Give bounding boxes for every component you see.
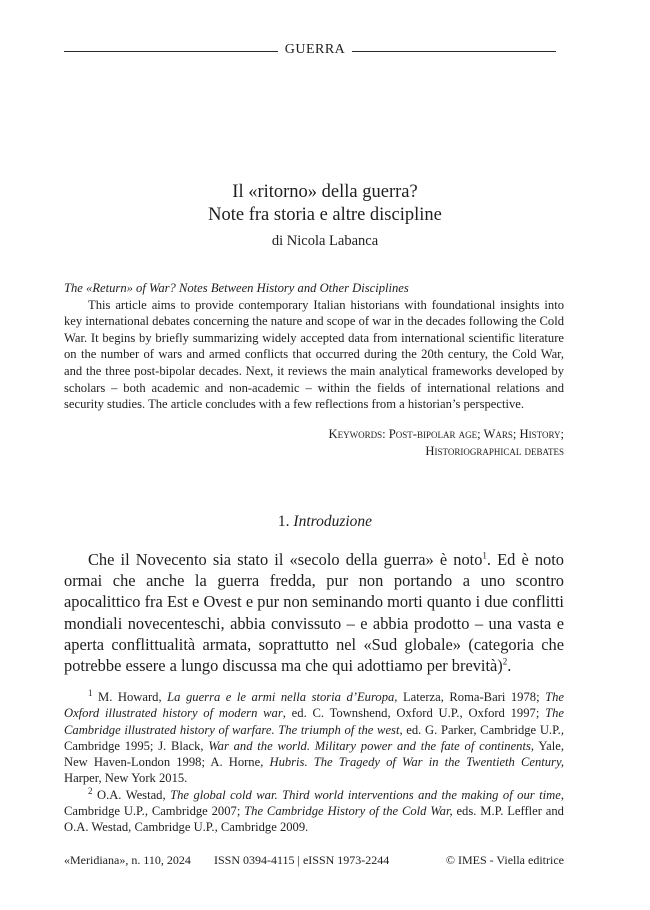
keywords-line-1: Keywords: Post-bipolar age; Wars; History;: [328, 427, 564, 441]
footnote-1-text: , Laterza, Roma-Bari 1978;: [394, 690, 546, 704]
footnote-2: [64, 787, 564, 836]
footnote-2-number: 2: [88, 785, 93, 796]
footnote-1-citation-title: La guerra e le armi nella storia d’Europa: [167, 690, 395, 704]
footnote-1-citation-title: Hubris. The Tragedy of War in the Twentieth Century,: [269, 755, 564, 770]
running-header-section: GUERRA: [284, 42, 346, 57]
abstract: [64, 280, 564, 413]
abstract-title: The «Return» of War? Notes Between History and Other Disciplines: [64, 281, 409, 295]
section-number: 1.: [277, 513, 290, 530]
header-rule-right: [352, 51, 556, 52]
footer-issn: ISSN 0394-4115 | eISSN 1973-2244: [214, 853, 390, 867]
footnote-ref-1[interactable]: 1: [482, 550, 487, 561]
footnote-2-citation-title: The global cold war. Third world interventions and the making of our time: [170, 787, 561, 802]
body-text-part-1: Che il Novecento sia stato il «secolo della guerra» è noto: [88, 550, 483, 569]
footnote-1-text: , Yale, New Haven-London 1998; A. Horne,: [64, 738, 564, 770]
footnote-2-text: eds. M.P. Leffler and O.A. Westad, Cambridge U.P., Cambridge 2009.: [64, 804, 564, 835]
article-title-line-2: Note fra storia e altre discipline: [208, 205, 442, 225]
footnote-2-text: , Cambridge U.P., Cambridge 2007;: [64, 787, 564, 819]
footnote-1-text: M. Howard,: [92, 690, 168, 704]
article-title-line-1: Il «ritorno» della guerra?: [232, 182, 418, 202]
footnote-1-text: Harper, New York 2015.: [64, 771, 188, 786]
footer-publisher: © IMES - Viella editrice: [445, 853, 564, 867]
footnote-1: [64, 689, 564, 787]
body-paragraph: [64, 549, 564, 676]
body-text-part-3: .: [507, 656, 512, 676]
footnote-1-citation-title: The Cambridge illustrated history of warfare. The triumph of the west: [64, 706, 564, 737]
header-rule-left: [64, 51, 278, 52]
footnote-1-number: 1: [88, 687, 93, 698]
footnote-2-text: O.A. Westad,: [92, 787, 171, 802]
footnote-1-citation-title: War and the world. Military power and the fate of continents: [208, 738, 531, 753]
footnote-ref-2[interactable]: 2: [502, 656, 508, 667]
abstract-body: This article aims to provide contemporary Italian historians with foundational insights into key international debates concerning the nature and scope of war in the decades following the Cold War. It begins by briefly summarizing widely accepted data from international scientific literature on the number of wars and armed conflicts that occurred during the 20th century, the Cold War, and the three post-bipolar decades. Next, it reviews the main analytical frameworks developed by scholars – both academic and non-academic – within the fields of international relations and security studies. The article concludes with a few reflections from a historian’s perspective.: [64, 297, 564, 412]
body-text-part-2: . Ed è noto ormai che anche la guerra fredda, pur non portando a uno scontro apocalittico fra Est e Ovest e pur non seminando morti quanto i due conflitti mondiali novecenteschi, abbia convissuto – e abbia prodotto – una vasta e aperta conflittualità armata, soprattutto nel «Sud globale» (categoria che potrebbe essere a lungo discussa ma che qui adottiamo per brevità): [64, 550, 564, 676]
footnote-1-text: , ed. C. Townshend, Oxford U.P., Oxford 1997;: [282, 706, 546, 721]
footnote-1-citation-title: The Oxford illustrated history of modern war: [64, 690, 564, 721]
article-author: di Nicola Labanca: [271, 233, 379, 249]
keywords-line-2: Historiographical debates: [425, 443, 564, 458]
section-title: Introduzione: [293, 513, 373, 530]
footer-journal: «Meridiana», n. 110, 2024: [64, 853, 191, 867]
footnote-2-citation-title: The Cambridge History of the Cold War,: [244, 804, 453, 819]
keywords: [329, 426, 565, 459]
footnotes: [64, 689, 564, 836]
section-heading: [0, 513, 650, 531]
footnote-1-text: , ed. G. Parker, Cambridge U.P., Cambridge 1995; J. Black,: [64, 722, 564, 753]
